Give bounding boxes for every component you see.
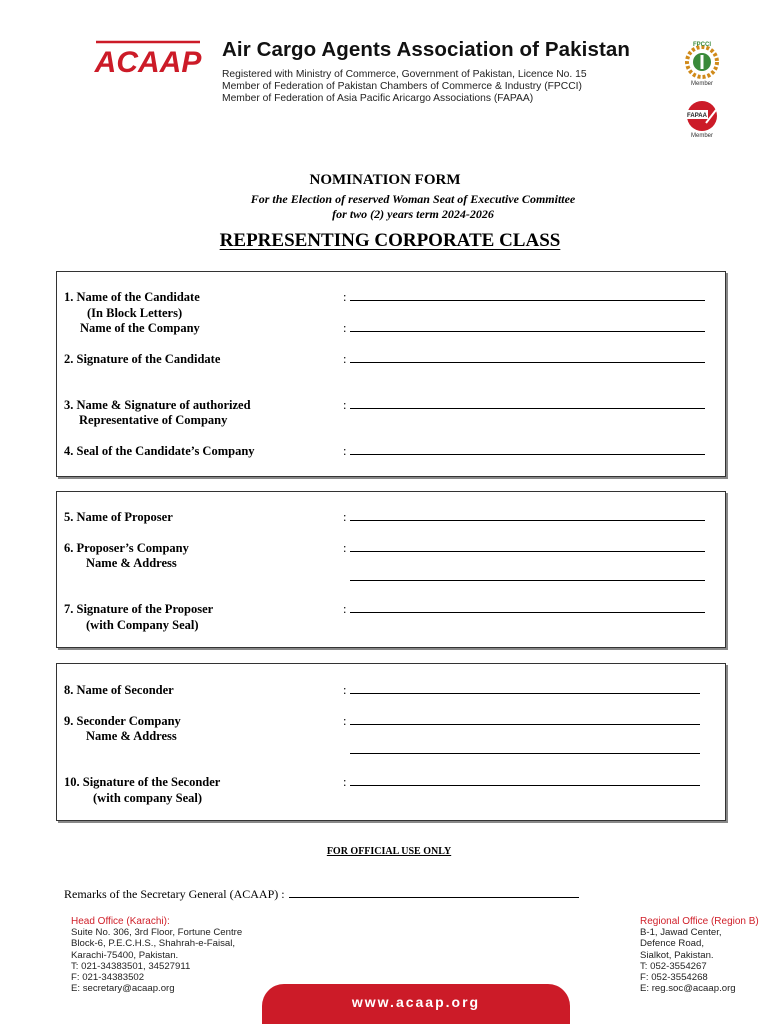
authorized-rep-field[interactable]: : (343, 397, 705, 413)
fapaa-membership-line: Member of Federation of Asia Pacific Aricargo Associations (FAPAA) (222, 93, 534, 104)
company-seal-label: 4. Seal of the Candidate’s Company (64, 444, 255, 458)
website-link[interactable]: www.acaap.org (262, 984, 570, 1024)
logo-text: ACAAP (94, 46, 202, 76)
authorized-rep-label-2: Representative of Company (79, 413, 228, 427)
svg-text:FPCCI: FPCCI (693, 42, 711, 48)
seconder-signature-field[interactable]: : (343, 774, 700, 790)
regional-office-title: Regional Office (Region B) (640, 916, 759, 927)
head-office-title: Head Office (Karachi): (71, 916, 170, 927)
proposer-address-label: Name & Address (86, 556, 177, 570)
seconder-address-line[interactable] (350, 753, 700, 754)
svg-text:FAPAA: FAPAA (687, 113, 707, 119)
form-title: NOMINATION FORM (309, 172, 461, 188)
proposer-company-field[interactable]: : (343, 540, 705, 556)
remarks-field[interactable] (64, 887, 579, 902)
seconder-seal-note: (with company Seal) (93, 791, 203, 805)
seconder-company-label: 9. Seconder Company (64, 714, 181, 728)
regional-office-fax: F: 052-3554268 (640, 972, 708, 984)
seconder-name-field[interactable]: : (343, 682, 700, 698)
seconder-company-field[interactable]: : (343, 713, 700, 729)
fapaa-badge (680, 100, 724, 139)
form-subtitle-1: For the Election of reserved Woman Seat of Executive Committee (250, 192, 576, 206)
head-office-phone: T: 021-34383501, 34527911 (71, 960, 191, 972)
proposer-seal-note: (with Company Seal) (86, 618, 199, 632)
head-office-line: Block-6, P.E.C.H.S., Shahrah-e-Faisal, (71, 938, 236, 950)
company-seal-field[interactable]: : (343, 443, 705, 459)
official-use-heading: FOR OFFICIAL USE ONLY (326, 846, 452, 857)
candidate-signature-field[interactable]: : (343, 351, 705, 367)
fpcci-member-caption: Member (690, 81, 713, 87)
head-office-address (71, 916, 242, 994)
regional-office-address (640, 916, 759, 994)
regional-office-line: B-1, Jawad Center, (640, 927, 722, 939)
fpcci-badge (680, 40, 724, 87)
seconder-name-label: 8. Name of Seconder (64, 683, 174, 697)
proposer-address-line[interactable] (350, 580, 705, 581)
block-letters-note: (In Block Letters) (87, 306, 183, 320)
regional-office-line: Defence Road, (640, 938, 704, 950)
proposer-company-label: 6. Proposer’s Company (64, 541, 189, 555)
proposer-signature-label: 7. Signature of the Proposer (64, 602, 214, 616)
authorized-rep-label: 3. Name & Signature of authorized (64, 398, 251, 412)
seconder-signature-label: 10. Signature of the Seconder (64, 775, 221, 789)
head-office-line: Karachi-75400, Pakistan. (71, 949, 179, 961)
proposer-signature-field[interactable]: : (343, 601, 705, 617)
fpcci-logo-icon (680, 40, 724, 80)
fpcci-membership-line: Member of Federation of Pakistan Chambers of Commerce & Industry (FPCCI) (222, 81, 582, 92)
head-office-fax: F: 021-34383502 (71, 972, 145, 984)
acaap-logo (92, 40, 204, 76)
head-office-email[interactable]: E: secretary@acaap.org (71, 983, 175, 995)
fapaa-member-caption: Member (690, 133, 713, 139)
seconder-address-label: Name & Address (86, 729, 177, 743)
head-office-line: Suite No. 306, 3rd Floor, Fortune Centre (71, 927, 243, 939)
candidate-signature-label: 2. Signature of the Candidate (64, 352, 221, 366)
proposer-name-label: 5. Name of Proposer (64, 510, 173, 524)
registration-line: Registered with Ministry of Commerce, Government of Pakistan, Licence No. 15 (222, 69, 587, 80)
remarks-label: Remarks of the Secretary General (ACAAP) : (64, 887, 285, 901)
candidate-name-label: 1. Name of the Candidate (64, 290, 200, 304)
company-name-field[interactable]: : (343, 320, 705, 336)
regional-office-line: Sialkot, Pakistan. (640, 949, 714, 961)
fapaa-logo-icon (680, 100, 724, 132)
org-name: Air Cargo Agents Association of Pakistan (222, 38, 631, 61)
proposer-name-field[interactable]: : (343, 509, 705, 525)
regional-office-email[interactable]: E: reg.soc@acaap.org (640, 983, 736, 995)
candidate-name-field[interactable]: : (343, 289, 705, 305)
regional-office-phone: T: 052-3554267 (640, 960, 707, 972)
form-subtitle-2: for two (2) years term 2024-2026 (332, 207, 494, 221)
class-title: REPRESENTING CORPORATE CLASS (219, 230, 561, 251)
company-name-label: Name of the Company (80, 321, 200, 335)
